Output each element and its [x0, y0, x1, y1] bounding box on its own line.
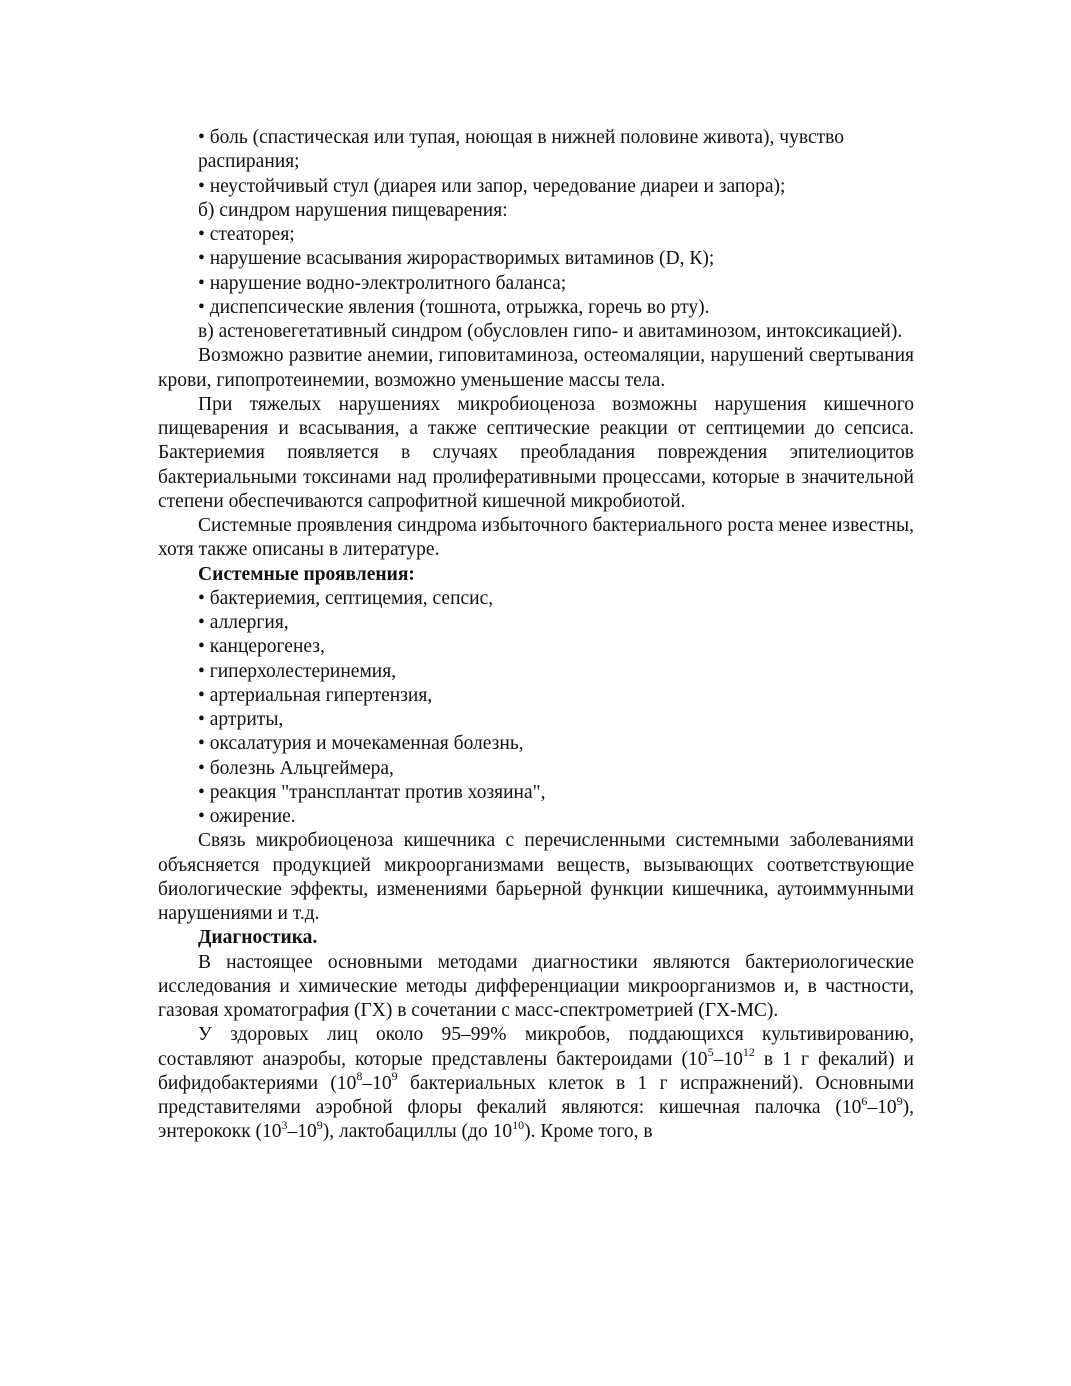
list-item-bacteremia: • бактериемия, септицемия, сепсис, — [198, 587, 494, 609]
flora-exponent: 9 — [316, 1117, 323, 1132]
flora-exponent: 10 — [512, 1117, 525, 1132]
flora-exponent: 5 — [707, 1045, 714, 1059]
flora-text: бактериальных клеток в 1 г испражнений). Основными представителями аэробной флоры фекалий являются: кишечная палочка (10 — [158, 1072, 915, 1118]
diagnostics-methods-paragraph: В настоящее основными методами диагностики являются бактериологические исследования и химические методы дифференциации микроорганизмов и, в частности, газовая хроматография (ГХ) в сочетании с масс-спектрометрией (ГХ-МС). — [158, 951, 914, 1021]
list-item-stool: • неустойчивый стул (диарея или запор, чередование диареи и запора); — [198, 175, 786, 197]
flora-exponent: 3 — [281, 1117, 288, 1132]
flora-text: У здоровых лиц около 95–99% микробов, поддающихся культивированию, составляют анаэробы, которые представлены бактероидами (10 — [158, 1024, 914, 1070]
flora-text: –10 — [867, 1097, 897, 1118]
list-item-arthritis: • артриты, — [198, 709, 284, 730]
anemia-paragraph: Возможно развитие анемии, гиповитаминоза, остеомаляции, нарушений свертывания крови, гипопротеинемии, возможно уменьшение массы тела. — [158, 345, 914, 391]
list-item-oxalaturia: • оксалатурия и мочекаменная болезнь, — [198, 733, 524, 755]
severe-disorders-paragraph: При тяжелых нарушениях микробиоценоза возможны нарушения кишечного пищеварения и всасывания, а также септические реакции от септицемии до сепсиса. Бактериемия появляется в случаях преобладания повреждения эпителиоцитов бактериальными токсинами над пролиферативными процессами, которые в значительной степени обеспечиваются сапрофитной кишечной микробиотой. — [158, 393, 914, 512]
list-item-pain: • боль (спастическая или тупая, ноющая в нижней половине живота), чувство распирания; — [198, 127, 844, 173]
list-item-obesity: • ожирение. — [198, 806, 296, 827]
flora-text: ), лактобациллы (до 10 — [322, 1121, 513, 1143]
flora-text: ), энтерококк (10 — [158, 1097, 914, 1143]
flora-text: –10 — [287, 1121, 317, 1143]
list-item-gvhd: • реакция "трансплантат против хозяина", — [198, 781, 546, 803]
flora-exponent: 9 — [391, 1069, 398, 1084]
flora-text: –10 — [713, 1048, 743, 1070]
flora-text: –10 — [362, 1072, 392, 1094]
list-item-hypertension: • артериальная гипертензия, — [198, 684, 433, 706]
diagnostics-heading: Диагностика. — [198, 927, 318, 949]
flora-paragraph — [158, 1023, 914, 1144]
list-item-water-balance: • нарушение водно-электролитного баланса; — [198, 272, 567, 294]
list-item-alzheimer: • болезнь Альцгеймера, — [198, 757, 394, 779]
flora-exponent: 6 — [861, 1093, 868, 1108]
digestion-syndrome-heading: б) синдром нарушения пищеварения: — [198, 199, 508, 221]
list-item-steatorrhea: • стеаторея; — [198, 224, 295, 245]
list-item-carcinogenesis: • канцерогенез, — [198, 636, 325, 658]
list-item-allergy: • аллергия, — [198, 612, 289, 633]
list-item-vitamins: • нарушение всасывания жирорастворимых витаминов (D, К); — [198, 248, 715, 270]
systemic-intro-paragraph: Системные проявления синдрома избыточного бактериального роста менее известны, хотя также описаны в литературе. — [158, 515, 914, 561]
flora-exponent: 9 — [896, 1093, 903, 1108]
flora-text: в 1 г фекалий) и бифидобактериями (10 — [158, 1048, 914, 1094]
systemic-link-paragraph: Связь микробиоценоза кишечника с перечисленными системными заболеваниями объясняется продукцией микроорганизмами веществ, вызывающих соответствующие биологические эффекты, изменениями барьерной функции кишечника, аутоиммунными нарушениями и т.д. — [158, 830, 914, 924]
flora-exponent: 12 — [742, 1045, 755, 1059]
flora-text: ). Кроме того, в — [524, 1121, 653, 1143]
flora-exponent: 8 — [356, 1069, 363, 1084]
astheno-syndrome-paragraph: в) астеновегетативный синдром (обусловлен гипо- и авитаминозом, интоксикацией). — [198, 321, 903, 342]
document-page — [158, 126, 914, 1145]
list-item-dyspepsia: • диспепсические явления (тошнота, отрыжка, горечь во рту). — [198, 296, 710, 318]
systemic-heading: Системные проявления: — [198, 563, 415, 585]
list-item-hypercholesterolemia: • гиперхолестеринемия, — [198, 660, 397, 682]
